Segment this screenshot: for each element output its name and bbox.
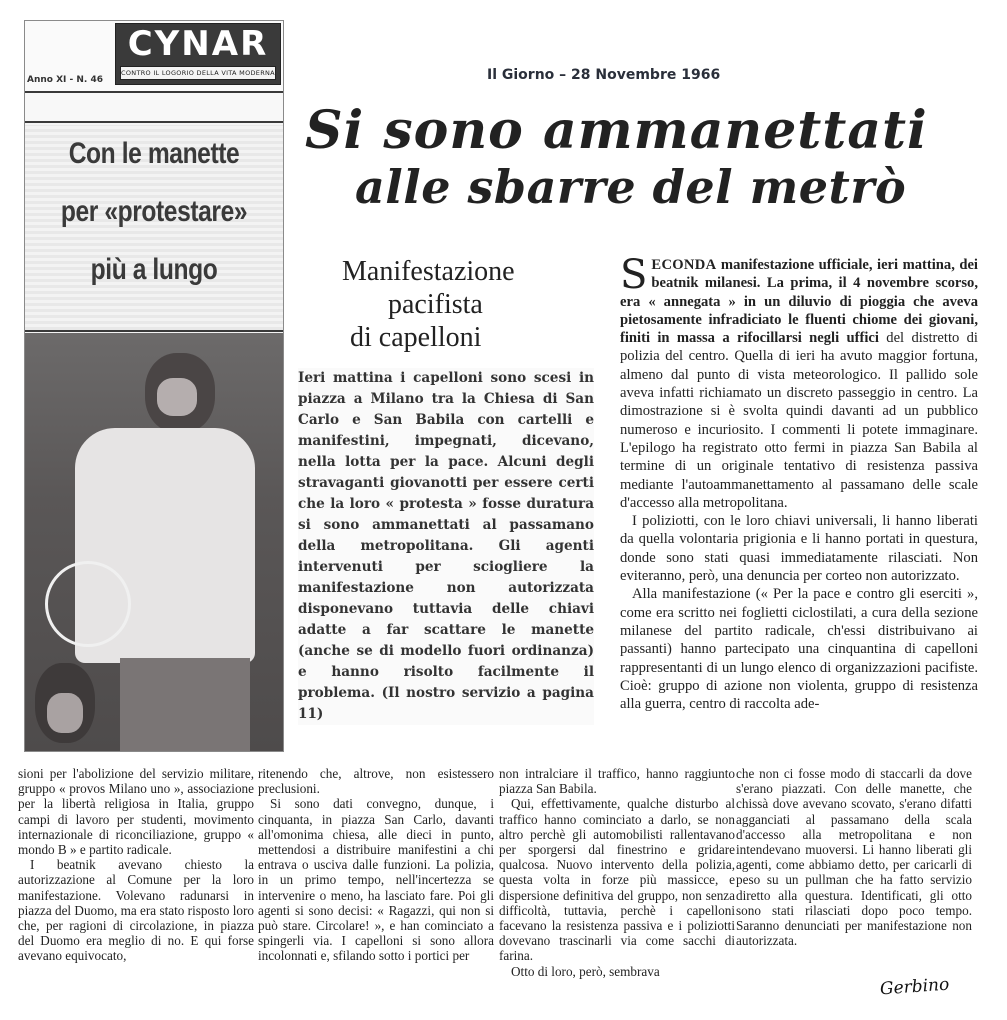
body-paragraph: Si sono dati convegno, dunque, i cinquanta, in piazza San Carlo, davanti all'omonima chiesa, alle dieci in punto, mettendosi a distribuire manifestini a chi entrava o usciva dalle funzioni. La polizia, in un primo tempo, nell'incertezza se intervenire o meno, ha lasciato fare. Poi gli agenti si sono decisi: « Ragazzi, qui non si può stare. Circolare! », e han cominciato a spingerli via. I capelloni si sono allora incolonnati e, sfilando sotto i portici per bbox=[258, 796, 494, 964]
body-paragraph: ritenendo che, altrove, non esistessero preclusioni. bbox=[258, 766, 494, 797]
photo-highlight-circle bbox=[45, 561, 131, 647]
body-text: del distretto di polizia del centro. Quella di ieri ha avuto maggior fortuna, almeno dal punto di vista meteorologico. Il pallido sole aveva infatti richiamato un discreto passeggio in centro. La dimostrazione si è svolta quindi davanti ad un pubblico numeroso e incuriosito. I commenti li potete immaginare. L'epilogo ha registrato otto fermi in piazza San Babila al termine di un originale tentativo di resistenza passiva mediante l'autoammanettamento al passamano delle scale d'accesso alla metropolitana. bbox=[620, 330, 978, 511]
photo-figure-face bbox=[157, 378, 197, 416]
bottom-column-2 bbox=[258, 766, 494, 964]
clipping-headline-line: più a lungo bbox=[90, 253, 218, 286]
issue-number: Anno XI - N. 46 bbox=[27, 75, 103, 85]
photo-second-person bbox=[35, 663, 95, 743]
article-lead: Ieri mattina i capelloni sono scesi in piazza a Milano tra la Chiesa di San Carlo e San Babila con cartelli e manifestini, impegnati, dicevano, nella lotta per la pace. Alcuni degli stravaganti giovanotti per essere certi che la loro « protesta » fosse duratura si sono ammanettati al passamano della metropolitana. Gli agenti intervenuti per sciogliere la manifestazione non autorizzata disponevano tuttavia delle chiavi adatte a far scattare le manette (anche se di modello fuori ordinanza) e hanno risolto facilmente il problema. (Il nostro servizio a pagina 11) bbox=[298, 368, 594, 725]
author-signature: Gerbino bbox=[879, 974, 950, 1000]
drop-cap: S bbox=[620, 252, 648, 298]
article-subtitle bbox=[300, 255, 600, 354]
cynar-logo: CYNAR bbox=[127, 24, 269, 64]
body-bold-text: manifestazione ufficiale, ieri mattina, dei beatnik milanesi. La prima, il 4 novembre scorso, era « annegata » in un diluvio di pioggia che aveva pietosamente infradiciato le fluenti chiome dei giovani, finiti in massa a rifocillarsi negli uffici bbox=[620, 257, 978, 347]
article-body-right bbox=[620, 252, 978, 713]
article-title-line2: alle sbarre del metrò bbox=[355, 160, 907, 214]
clipping-band bbox=[25, 93, 283, 123]
source-caption: Il Giorno – 28 Novembre 1966 bbox=[487, 67, 721, 83]
bottom-column-4 bbox=[736, 766, 972, 948]
body-paragraph: Qui, effettivamente, qualche disturbo al traffico hanno cominciato a darlo, se non altro perchè gli automobilisti rallentavano per sporgersi dal finestrino e gridare qualcosa. Nuovo intervento della polizia, questa volta in forze più massicce, e dispersione definitiva del gruppo, non senza difficoltà, tuttavia, perchè i capelloni facevano la resistenza passiva e i poliziotti dovevano trascinarli via come sacchi di farina. bbox=[499, 796, 735, 964]
subtitle-line: di capelloni bbox=[350, 322, 482, 353]
magazine-clipping bbox=[24, 20, 284, 752]
article-title-line1: Si sono ammanettati bbox=[305, 100, 928, 161]
body-paragraph: I poliziotti, con le loro chiavi universali, li hanno liberati da quella volontaria prigionia e li hanno portati in questura, donde sono stati quasi immediatamente rilasciati. Non eviteranno, però, una denuncia per corteo non autorizzato. bbox=[620, 513, 978, 585]
bottom-column-3 bbox=[499, 766, 735, 979]
bottom-column-1 bbox=[18, 766, 254, 964]
body-paragraph: non intralciare il traffico, hanno raggiunto piazza San Babila. bbox=[499, 766, 735, 797]
body-paragraph: che non ci fosse modo di staccarli da dove s'erano piazzati. Con delle manette, che chissà dove avevano scovato, s'erano difatti agganciati al passamano della scala d'accesso alla metropolitana e non intendevano muoversi. Li hanno liberati gli agenti, come abbiamo detto, per caricarli di peso su un pullman che ha fatto servizio diretto alla questura. Identificati, gli otto sono stati rilasciati dopo poco tempo. Saranno denunciati per manifestazione non autorizzata. bbox=[736, 766, 972, 949]
clipping-headline bbox=[25, 125, 283, 332]
cynar-slogan: CONTRO IL LOGORIO DELLA VITA MODERNA bbox=[120, 66, 276, 80]
subtitle-line: Manifestazione bbox=[342, 256, 515, 287]
photo-figure-legs bbox=[120, 658, 250, 751]
body-paragraph: Alla manifestazione (« Per la pace e contro gli eserciti », come era scritto nei foglietti ciclostilati, a cura della sezione milanese del partito radicale, ch'essi distribuivano ai passanti) hanno partecipato una cinquantina di capelloni rappresentanti di un lungo elenco di organizzazioni pacifiste. Cioè: gruppo di azione non violenta, gruppo di resistenza alla guerra, centro di raccolta ade- bbox=[620, 586, 978, 713]
clipping-headline-line: Con le manette bbox=[68, 137, 240, 170]
clipping-masthead bbox=[25, 21, 283, 93]
body-paragraph: sioni per l'abolizione del servizio militare, gruppo « provos Milano uno », associazione per la libertà religiosa in Italia, gruppo campi di lavoro per studenti, movimento internazionale di riconciliazione, gruppo « mondo B » e partito radicale. bbox=[18, 766, 254, 858]
body-paragraph bbox=[620, 252, 978, 512]
drop-cap-continuation: ECONDA bbox=[651, 257, 717, 273]
body-paragraph: I beatnik avevano chiesto la autorizzazione al Comune per la loro manifestazione. Volevano radunarsi in piazza del Duomo, ma era stato risposto loro che, per ragioni di circolazione, in piazza del Duomo era meglio di no. E qui forse avevano equivocato, bbox=[18, 857, 254, 964]
subtitle-line: pacifista bbox=[388, 289, 483, 320]
clipping-headline-line: per «protestare» bbox=[60, 195, 248, 228]
body-paragraph: Otto di loro, però, sembrava bbox=[511, 963, 660, 979]
news-photo bbox=[25, 333, 283, 751]
cynar-ad bbox=[115, 23, 281, 85]
